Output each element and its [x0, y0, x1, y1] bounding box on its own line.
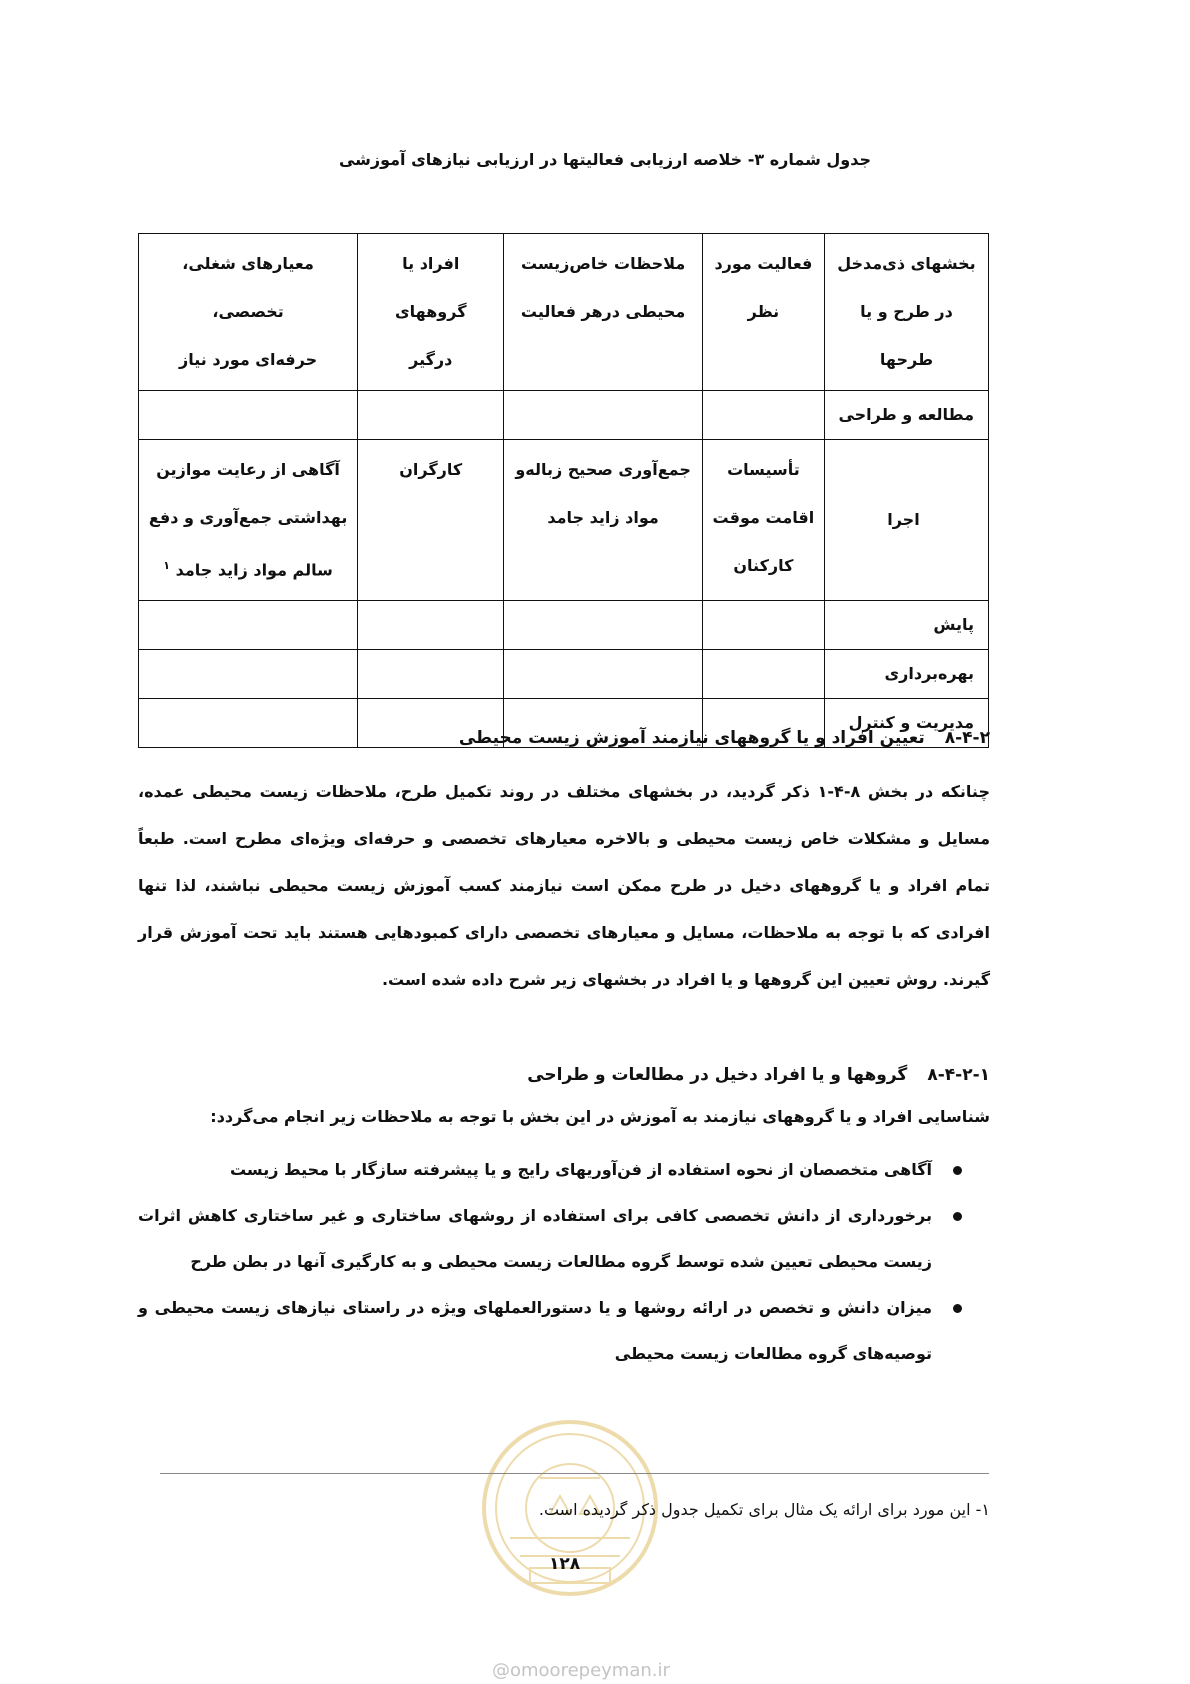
stage-management: مدیریت و کنترل — [824, 699, 988, 748]
header-criteria-line1: معیارهای شغلی، تخصصی، — [182, 254, 314, 321]
execution-groups-cell: کارگران — [358, 440, 504, 601]
table-cell — [358, 601, 504, 650]
execution-criteria-line3: سالم مواد زاید جامد — [175, 560, 333, 580]
section-paragraph-1: چنانکه در بخش ۸-۴-۱ ذکر گردید، در بخشهای مختلف در روند تکمیل طرح، ملاحظات زیست محیطی عمده، مسایل و مشکلات خاص زیست محیطی و بالاخره معیارهای تخصصی و حرفه‌ای ویژه‌ای مطرح است. طبعاً تمام افراد و یا گروههای دخیل در طرح ممکن است نیازمند کسب آموزش زیست محیطی نباشند، لذا تنها افرادی که با توجه به ملاحظات، مسایل و معیارهای تخصصی دارای کمبودهایی هستند باید تحت آموزش قرار گیرند. روش تعیین این گروهها و یا افراد در بخشهای زیر شرح داده شده است. — [138, 782, 990, 989]
execution-criteria-cell — [139, 440, 358, 601]
bullet-dot-icon — [953, 1166, 962, 1175]
bullet-item — [138, 1147, 990, 1193]
stage-operation: بهره‌برداری — [824, 650, 988, 699]
table-row-operation — [139, 650, 989, 699]
header-activity-line1: فعالیت مورد — [714, 254, 813, 273]
execution-env-notes-cell — [504, 440, 703, 601]
activity-summary-table — [138, 233, 989, 748]
footnote-marker: ۱ — [163, 559, 170, 572]
stage-monitoring: پایش — [824, 601, 988, 650]
table-cell — [139, 699, 358, 748]
watermark-text: @omoorepeyman.ir — [492, 1660, 670, 1681]
section-title-1: تعیین افراد و یا گروههای نیازمند آموزش زیست محیطی — [458, 728, 925, 748]
execution-criteria-line2: بهداشتی جمع‌آوری و دفع — [148, 508, 348, 527]
table-cell — [139, 391, 358, 440]
execution-env-notes-line2: مواد زاید جامد — [547, 508, 659, 527]
table-cell — [504, 601, 703, 650]
table-row-execution — [139, 440, 989, 601]
bullet-text: آگاهی متخصصان از نحوه استفاده از فن‌آوریهای رایج و یا پیشرفته سازگار با محیط زیست — [229, 1160, 932, 1179]
header-sections — [824, 234, 988, 391]
table-cell — [139, 650, 358, 699]
header-groups — [358, 234, 504, 391]
bullet-item — [138, 1193, 990, 1285]
header-criteria-line2: حرفه‌ای مورد نیاز — [179, 350, 318, 369]
table-header-row — [139, 234, 989, 391]
execution-activity-line3: کارکنان — [733, 556, 794, 575]
bullet-dot-icon — [953, 1304, 962, 1313]
table-caption: جدول شماره ۳- خلاصه ارزیابی فعالیتها در ارزیابی نیازهای آموزشی — [338, 150, 871, 169]
execution-activity-line2: اقامت موقت — [712, 508, 815, 527]
section-intro-2: شناسایی افراد و یا گروههای نیازمند به آموزش در این بخش با توجه به ملاحظات زیر انجام می‌گردد: — [210, 1107, 990, 1126]
header-sections-line2: در طرح و یا طرحها — [860, 302, 953, 369]
criteria-bullet-list — [138, 1147, 990, 1377]
execution-criteria-line1: آگاهی از رعایت موازین — [156, 460, 340, 479]
section-number-1: ۸-۴-۲ — [944, 728, 990, 748]
execution-env-notes-line1: جمع‌آوری صحیح زباله‌و — [515, 460, 691, 479]
table-cell — [358, 650, 504, 699]
header-groups-line1: افراد یا گروههای — [394, 254, 467, 321]
section-number-2: ۸-۴-۲-۱ — [927, 1065, 990, 1085]
execution-activity-line1: تأسیسات — [727, 460, 800, 479]
execution-criteria-line3-wrap — [147, 542, 349, 594]
table-cell — [702, 650, 824, 699]
header-criteria — [139, 234, 358, 391]
page-number: ۱۲۸ — [549, 1554, 581, 1574]
header-activity — [702, 234, 824, 391]
table-cell — [702, 601, 824, 650]
header-sections-line1: بخشهای ذی‌مدخل — [837, 254, 976, 273]
table-cell — [139, 601, 358, 650]
stage-execution: اجرا — [824, 440, 988, 601]
section-heading-2 — [527, 1065, 990, 1085]
stage-study: مطالعه و طراحی — [824, 391, 988, 440]
table-row-study — [139, 391, 989, 440]
table-cell — [358, 391, 504, 440]
bullet-item — [138, 1285, 990, 1377]
header-env-notes-line1: ملاحظات خاص‌زیست — [520, 254, 686, 273]
table-cell — [702, 391, 824, 440]
execution-activity-cell — [702, 440, 824, 601]
footnote-text: ۱- این مورد برای ارائه یک مثال برای تکمیل جدول ذکر گردیده است. — [538, 1500, 990, 1519]
table-row-monitoring — [139, 601, 989, 650]
section-heading-1 — [459, 728, 990, 748]
bullet-dot-icon — [953, 1212, 962, 1221]
section-title-2: گروهها و یا افراد دخیل در مطالعات و طراحی — [527, 1065, 908, 1085]
header-env-notes-line2: محیطی درهر فعالیت — [520, 302, 686, 321]
table-cell — [504, 391, 703, 440]
bullet-text: میزان دانش و تخصص در ارائه روشها و یا دستورالعملهای ویژه در راستای نیازهای زیست محیطی و توصیه‌های گروه مطالعات زیست محیطی — [138, 1298, 932, 1363]
table-cell — [504, 650, 703, 699]
header-activity-line2: نظر — [747, 302, 780, 321]
header-groups-line2: درگیر — [409, 350, 453, 369]
header-env-notes — [504, 234, 703, 391]
footnote-divider — [160, 1473, 989, 1474]
bullet-text: برخورداری از دانش تخصصی کافی برای استفاده از روشهای ساختاری و غیر ساختاری کاهش اثرات زیست محیطی تعیین شده توسط گروه مطالعات زیست محیطی و به کارگیری آنها در بطن طرح — [138, 1206, 932, 1271]
